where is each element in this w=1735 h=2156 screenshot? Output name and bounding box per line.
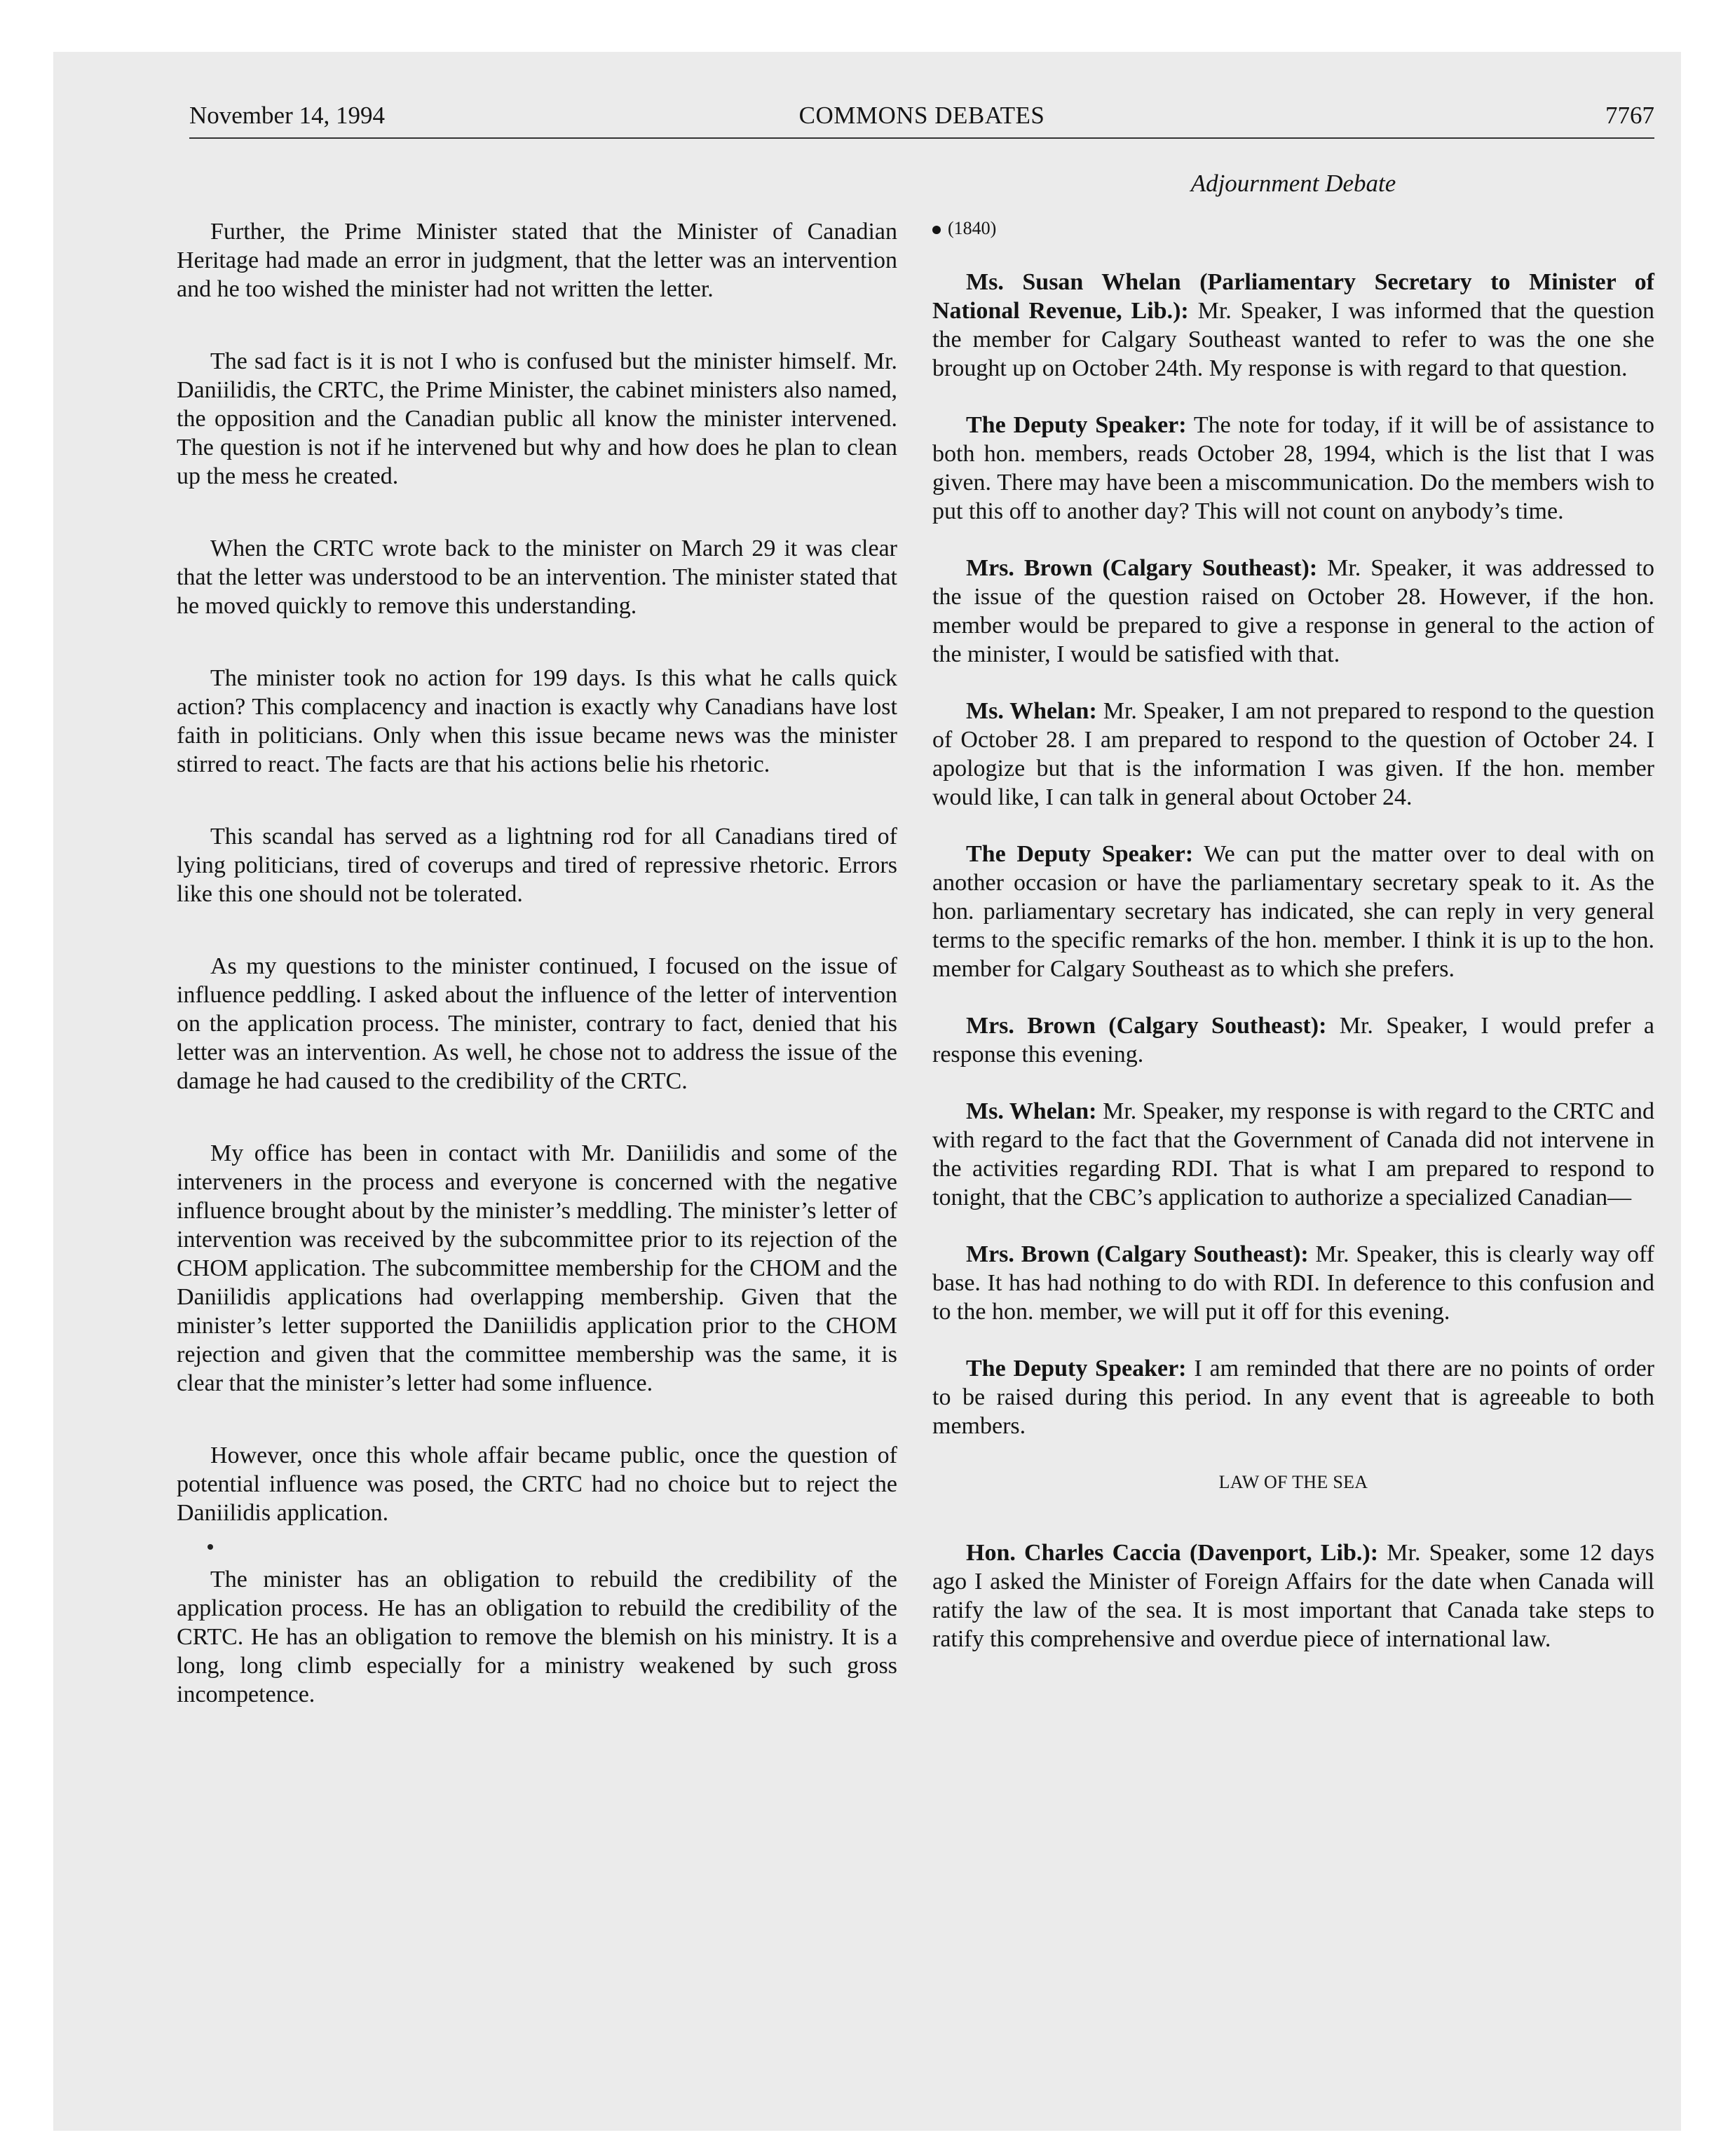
speech-text: I am reminded that there are no points of order to be raised during this period. In any event that is agreeable to both members. (932, 1356, 1654, 1439)
speech-text: Mr. Speaker, this is clearly way off base. It has had nothing to do with RDI. In deference to this confusion and to the hon. member, we will put it off for this evening. (932, 1241, 1654, 1325)
speaker-name: The Deputy Speaker: (966, 1356, 1187, 1381)
left-paragraph: The minister took no action for 199 days. Is this what he calls quick action? This complacency and inaction is exactly why Canadians have lost faith in politicians. Only when this issue became news was the minister stirred to react. The facts are that his actions belie his rhetoric. (177, 665, 897, 777)
time-marker (932, 214, 1654, 243)
left-paragraph: The sad fact is it is not I who is confused but the minister himself. Mr. Daniilidis, the CRTC, the Prime Minister, the cabinet ministers also named, the opposition and the Canadian public all know the minister intervened. The question is not if he intervened but why and how does he plan to clean up the mess he created. (177, 348, 897, 489)
time-marker-text: (1840) (948, 218, 997, 238)
section-heading: LAW OF THE SEA (1218, 1472, 1368, 1492)
speech-text: Mr. Speaker, it was addressed to the issue of the question raised on October 28. However, if the hon. member would be prepared to give a response in general to the action of the minister, I would be satisfied with that. (932, 555, 1654, 667)
speech-text: Mr. Speaker, my response is with regard to the CRTC and with regard to the fact that the Government of Canada did not intervene in the activities regarding RDI. That is what I am prepared to respond to tonight, that the CBC’s application to authorize a specialized Canadian— (932, 1098, 1654, 1210)
left-paragraph: The minister has an obligation to rebuild the credibility of the application process. He has an obligation to rebuild the credibility of the CRTC. He has an obligation to remove the blemish on his ministry. It is a long, long climb especially for a ministry weakened by such gross incompetence. (177, 1567, 897, 1707)
header-page-number: 7767 (1605, 102, 1654, 129)
speech-paragraph (932, 1097, 1654, 1212)
speech-text: Mr. Speaker, some 12 days ago I asked the Minister of Foreign Affairs for the date when Canada will ratify the law of the sea. It is most important that Canada take steps to ratify this comprehensive and overdue piece of international law. (932, 1540, 1654, 1652)
speaker-name: Mrs. Brown (Calgary Southeast): (966, 1241, 1309, 1267)
right-column (932, 168, 1654, 1681)
speech-paragraph (932, 554, 1654, 669)
speaker-name: The Deputy Speaker: (966, 412, 1187, 438)
speech-paragraph (932, 1354, 1654, 1440)
speech-paragraph (932, 840, 1654, 983)
speech-text: Mr. Speaker, I was informed that the question the member for Calgary Southeast wanted to refer to was the one she brought up on October 24th. My response is with regard to that question. (932, 298, 1655, 381)
header-publication: COMMONS DEBATES (798, 102, 1045, 129)
header-rule (189, 137, 1654, 139)
bullet-icon (932, 226, 941, 234)
speaker-name: Mrs. Brown (Calgary Southeast): (966, 1013, 1327, 1039)
speech-paragraph (932, 1011, 1654, 1069)
speech-text: Mr. Speaker, I am not prepared to respond to the question of October 28. I am prepared to respond to the question of October 24. I apologize but that is the information I was given. If the hon. member would like, I can talk in general about October 24. (932, 698, 1654, 810)
page-header (189, 98, 1654, 133)
left-column (177, 217, 897, 1752)
speech-text: We can put the matter over to deal with on another occasion or have the parliamentary secretary speak to it. As the hon. parliamentary secretary has indicated, she can reply in very general terms to the specific remarks of the hon. member. I think it is up to the hon. member for Calgary Southeast as to which she prefers. (932, 841, 1654, 982)
speech-paragraph (932, 411, 1654, 526)
speech-paragraph (932, 697, 1654, 812)
margin-dot (207, 1544, 213, 1550)
section-label: Adjournment Debate (1190, 170, 1396, 197)
left-paragraph: My office has been in contact with Mr. Daniilidis and some of the interveners in the process and everyone is concerned with the negative influence brought about by the minister’s meddling. The minister’s letter of intervention was received by the subcommittee prior to its rejection of the CHOM application. The subcommittee membership for the CHOM and the Daniilidis applications had overlapping membership. Given that the minister’s letter supported the Daniilidis application prior to the CHOM rejection and given that the committee membership was the same, it is clear that the minister’s letter had some influence. (177, 1140, 897, 1396)
header-date: November 14, 1994 (189, 102, 385, 129)
speaker-name: Hon. Charles Caccia (Davenport, Lib.): (966, 1540, 1379, 1566)
left-paragraph: When the CRTC wrote back to the minister on March 29 it was clear that the letter was understood to be an intervention. The minister stated that he moved quickly to remove this understanding. (177, 535, 897, 619)
speaker-name: Ms. Whelan: (966, 1098, 1097, 1124)
speech-paragraph (932, 1240, 1654, 1326)
speech-paragraph (932, 1538, 1654, 1653)
speaker-name: Ms. Whelan: (966, 698, 1097, 724)
speech-paragraph (932, 268, 1654, 383)
speaker-name: Mrs. Brown (Calgary Southeast): (966, 555, 1318, 581)
left-paragraph: As my questions to the minister continued, I focused on the issue of influence peddling. I asked about the influence of the letter of intervention on the application process. The minister, contrary to fact, denied that his letter was an intervention. As well, he chose not to address the issue of the damage he had caused to the credibility of the CRTC. (177, 953, 897, 1094)
speaker-name: Ms. Susan Whelan (Parliamentary Secretary to Minister of National Revenue, Lib.): (932, 269, 1654, 324)
left-paragraph: However, once this whole affair became public, once the question of potential influence was posed, the CRTC had no choice but to reject the Daniilidis application. (177, 1442, 897, 1526)
speaker-name: The Deputy Speaker: (966, 841, 1194, 867)
speech-text: Mr. Speaker, I would prefer a response this evening. (932, 1013, 1654, 1067)
left-paragraph: This scandal has served as a lightning rod for all Canadians tired of lying politicians, tired of coverups and tired of repressive rhetoric. Errors like this one should not be tolerated. (177, 824, 897, 907)
left-paragraph: Further, the Prime Minister stated that the Minister of Canadian Heritage had made an error in judgment, that the letter was an intervention and he too wished the minister had not written the letter. (177, 219, 897, 302)
speech-text: The note for today, if it will be of assistance to both hon. members, reads October 28, 1994, which is the list that I was given. There may have been a miscommunication. Do the members wish to put this off to another day? This will not count on anybody’s time. (932, 412, 1654, 524)
